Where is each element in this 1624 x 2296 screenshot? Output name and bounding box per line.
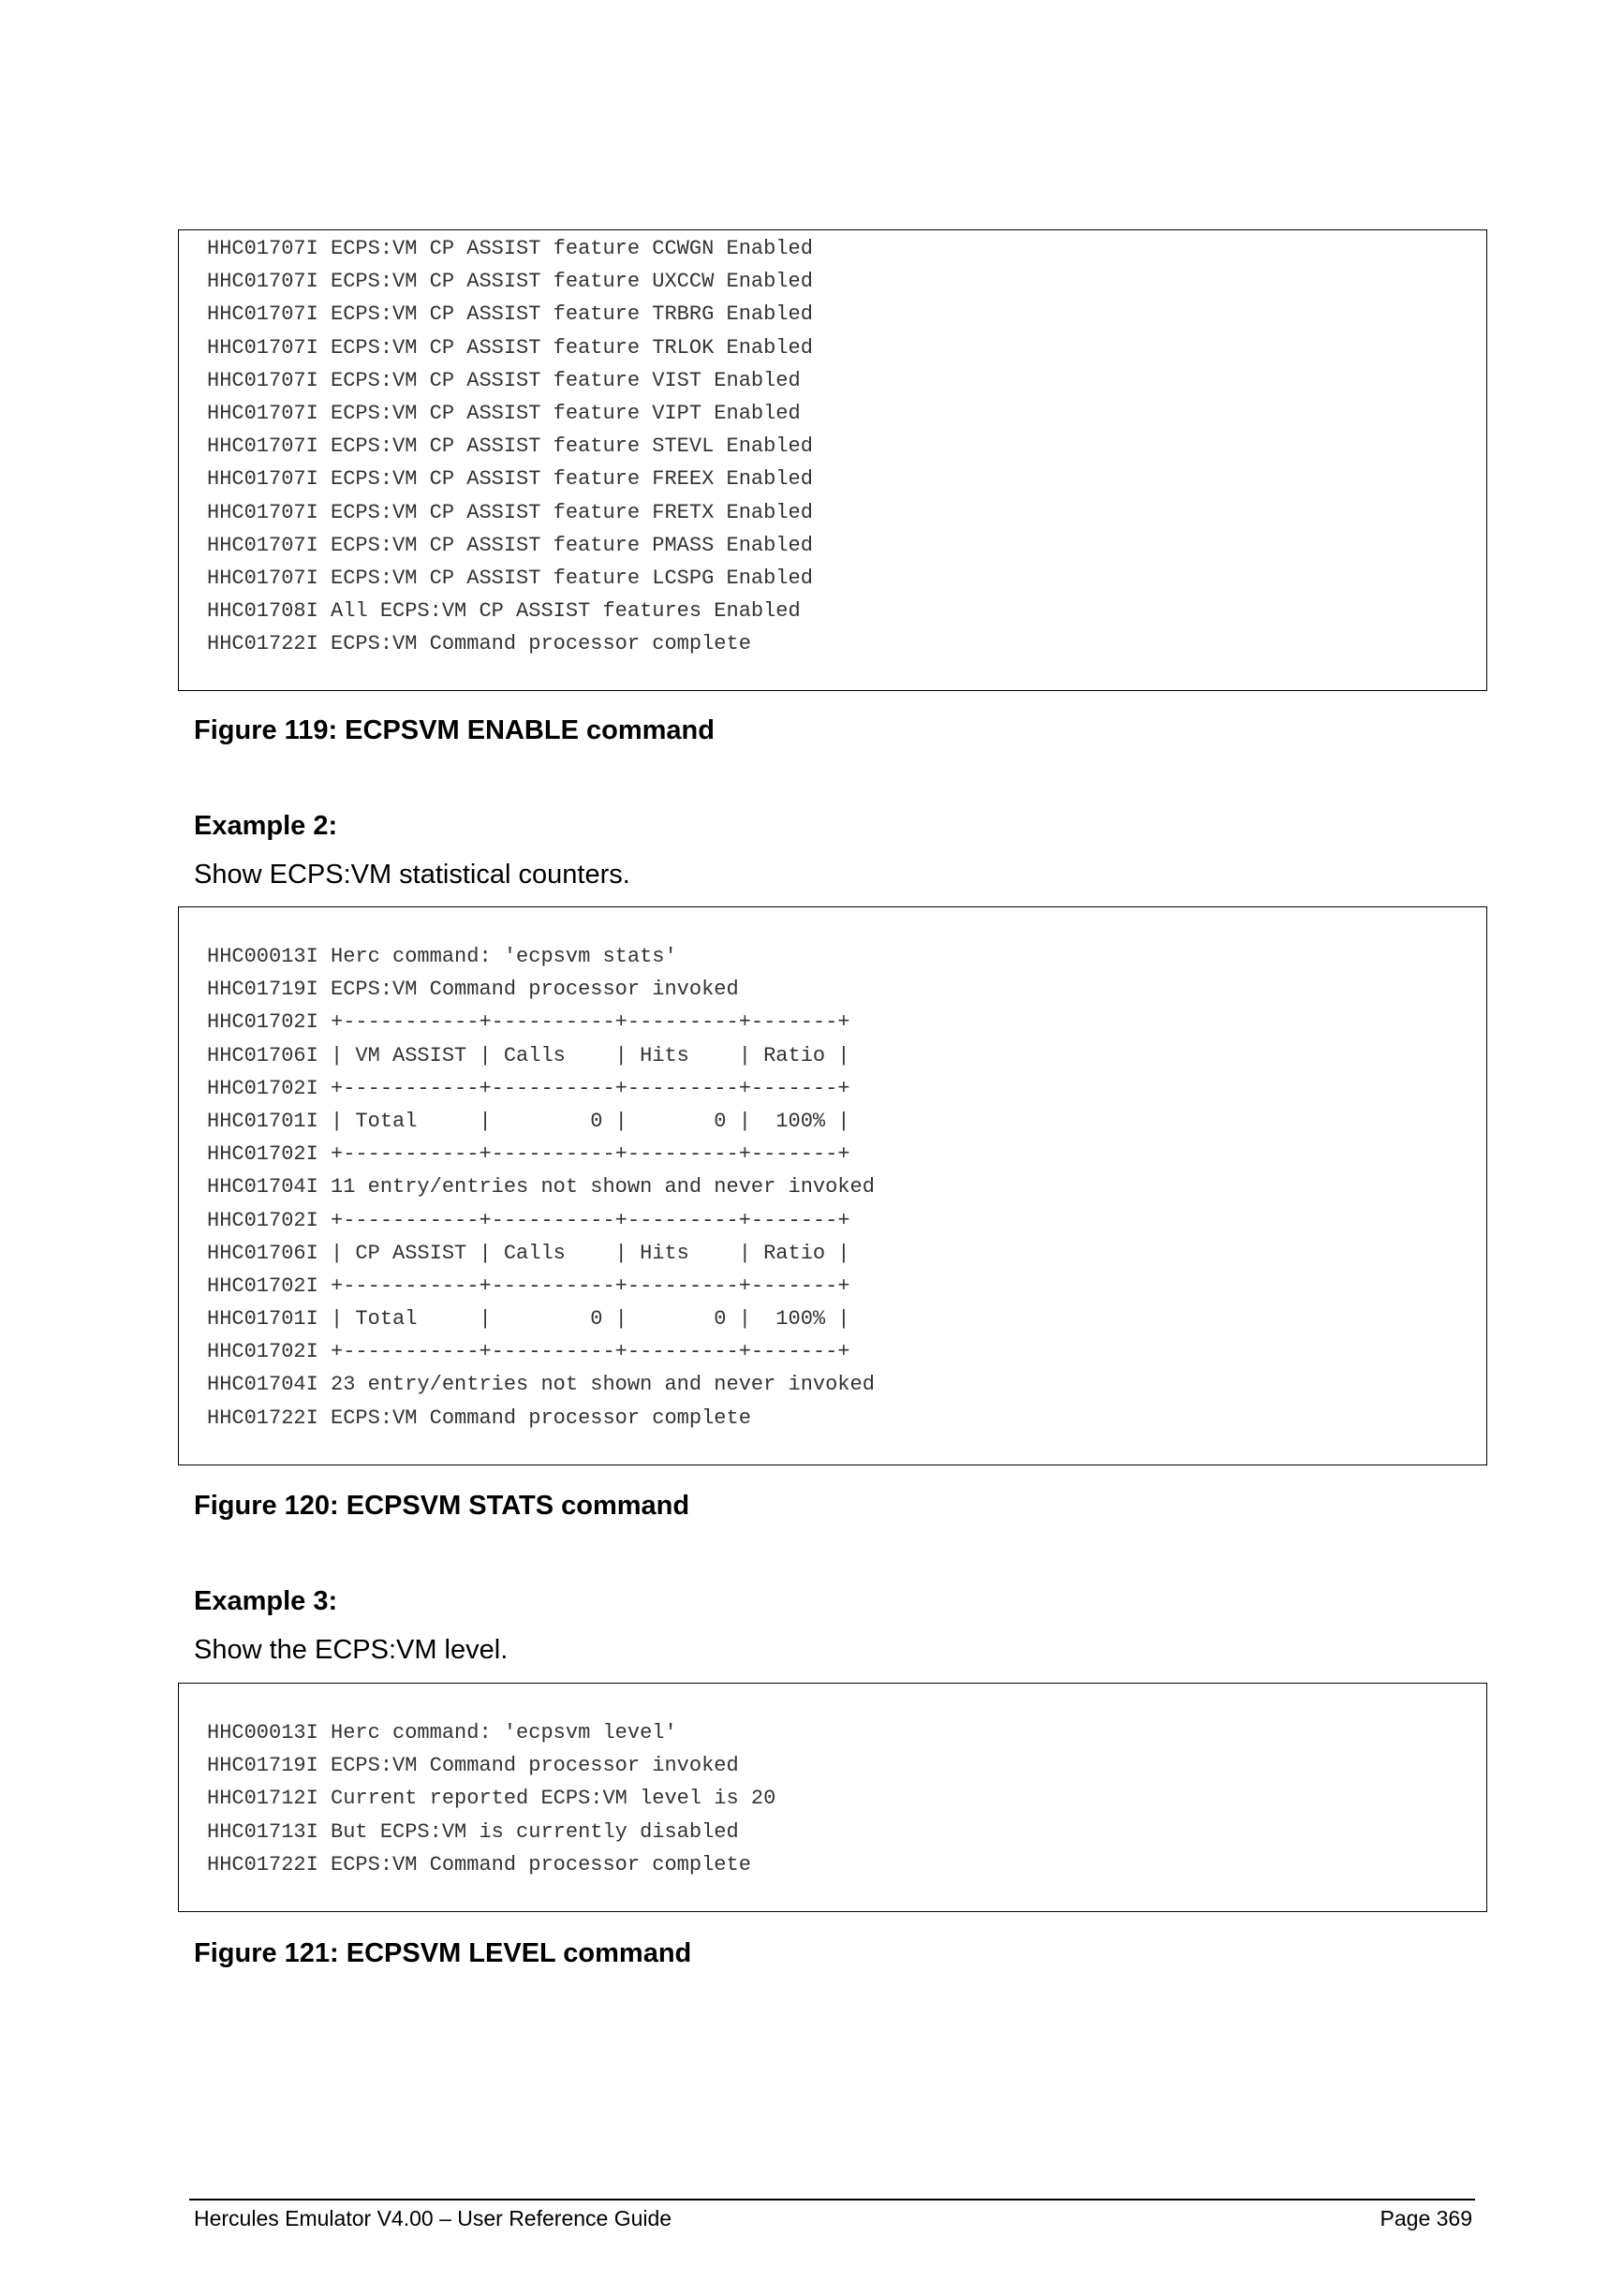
- code-line: HHC01707I ECPS:VM CP ASSIST feature VIPT Enabled: [207, 401, 801, 425]
- code-line: HHC01707I ECPS:VM CP ASSIST feature STEVL Enabled: [207, 434, 813, 459]
- figure-120-caption: Figure 120: ECPSVM STATS command: [194, 1491, 690, 1521]
- code-line: HHC01722I ECPS:VM Command processor complete: [207, 1852, 751, 1877]
- code-line: HHC01701I | Total | 0 | 0 | 100% |: [207, 1109, 850, 1133]
- example-2-description: Show ECPS:VM statistical counters.: [194, 860, 630, 890]
- code-line: HHC00013I Herc command: 'ecpsvm level': [207, 1721, 677, 1744]
- footer-divider: [189, 2199, 1475, 2200]
- figure-121-caption: Figure 121: ECPSVM LEVEL command: [194, 1938, 692, 1968]
- code-line: HHC01704I 23 entry/entries not shown and never invoked: [207, 1373, 875, 1397]
- code-line: HHC01722I ECPS:VM Command processor complete: [207, 632, 751, 656]
- code-line: HHC01712I Current reported ECPS:VM level is 20: [207, 1787, 776, 1811]
- example-3-description: Show the ECPS:VM level.: [194, 1635, 509, 1665]
- example-3-heading: Example 3:: [194, 1586, 338, 1616]
- code-line: HHC01707I ECPS:VM CP ASSIST feature FREEX Enabled: [207, 467, 813, 492]
- code-line: HHC01719I ECPS:VM Command processor invoked: [207, 1754, 739, 1778]
- code-line: HHC01707I ECPS:VM CP ASSIST feature VIST Enabled: [207, 368, 801, 392]
- code-line: HHC01702I +-----------+----------+---------+-------+: [207, 1340, 850, 1364]
- code-line: HHC00013I Herc command: 'ecpsvm stats': [207, 945, 677, 968]
- footer-document-title: Hercules Emulator V4.00 – User Reference Guide: [194, 2206, 672, 2230]
- code-line: HHC01713I But ECPS:VM is currently disabled: [207, 1819, 739, 1844]
- code-line: HHC01702I +-----------+----------+---------+-------+: [207, 1208, 850, 1232]
- code-line: HHC01702I +-----------+----------+---------+-------+: [207, 1010, 850, 1035]
- code-line: HHC01707I ECPS:VM CP ASSIST feature UXCCW Enabled: [207, 270, 813, 294]
- code-line: HHC01706I | VM ASSIST | Calls | Hits | Ratio |: [207, 1043, 850, 1067]
- figure-120-code-block: [178, 906, 1487, 1465]
- figure-119-caption: Figure 119: ECPSVM ENABLE command: [194, 715, 715, 745]
- code-line: HHC01702I +-----------+----------+---------+-------+: [207, 1076, 850, 1100]
- code-line: HHC01706I | CP ASSIST | Calls | Hits | Ratio |: [207, 1241, 850, 1265]
- footer-page-number: Page 369: [1380, 2206, 1472, 2230]
- code-line: HHC01707I ECPS:VM CP ASSIST feature TRBRG Enabled: [207, 302, 813, 327]
- code-line: HHC01702I +-----------+----------+---------+-------+: [207, 1142, 850, 1167]
- code-line: HHC01707I ECPS:VM CP ASSIST feature CCWGN Enabled: [207, 237, 813, 260]
- code-line: HHC01707I ECPS:VM CP ASSIST feature FRETX Enabled: [207, 500, 813, 524]
- code-line: HHC01702I +-----------+----------+---------+-------+: [207, 1273, 850, 1298]
- example-2-heading: Example 2:: [194, 811, 338, 841]
- code-line: HHC01722I ECPS:VM Command processor complete: [207, 1406, 751, 1430]
- code-line: HHC01708I All ECPS:VM CP ASSIST features Enabled: [207, 599, 801, 624]
- code-line: HHC01707I ECPS:VM CP ASSIST feature TRLOK Enabled: [207, 335, 813, 360]
- code-line: HHC01701I | Total | 0 | 0 | 100% |: [207, 1307, 850, 1332]
- figure-119-code-block: [178, 229, 1487, 691]
- code-line: HHC01707I ECPS:VM CP ASSIST feature LCSPG Enabled: [207, 566, 813, 590]
- figure-121-code-block: [178, 1683, 1487, 1912]
- code-line: HHC01719I ECPS:VM Command processor invoked: [207, 978, 739, 1002]
- code-line: HHC01707I ECPS:VM CP ASSIST feature PMASS Enabled: [207, 533, 813, 557]
- code-line: HHC01704I 11 entry/entries not shown and never invoked: [207, 1175, 875, 1200]
